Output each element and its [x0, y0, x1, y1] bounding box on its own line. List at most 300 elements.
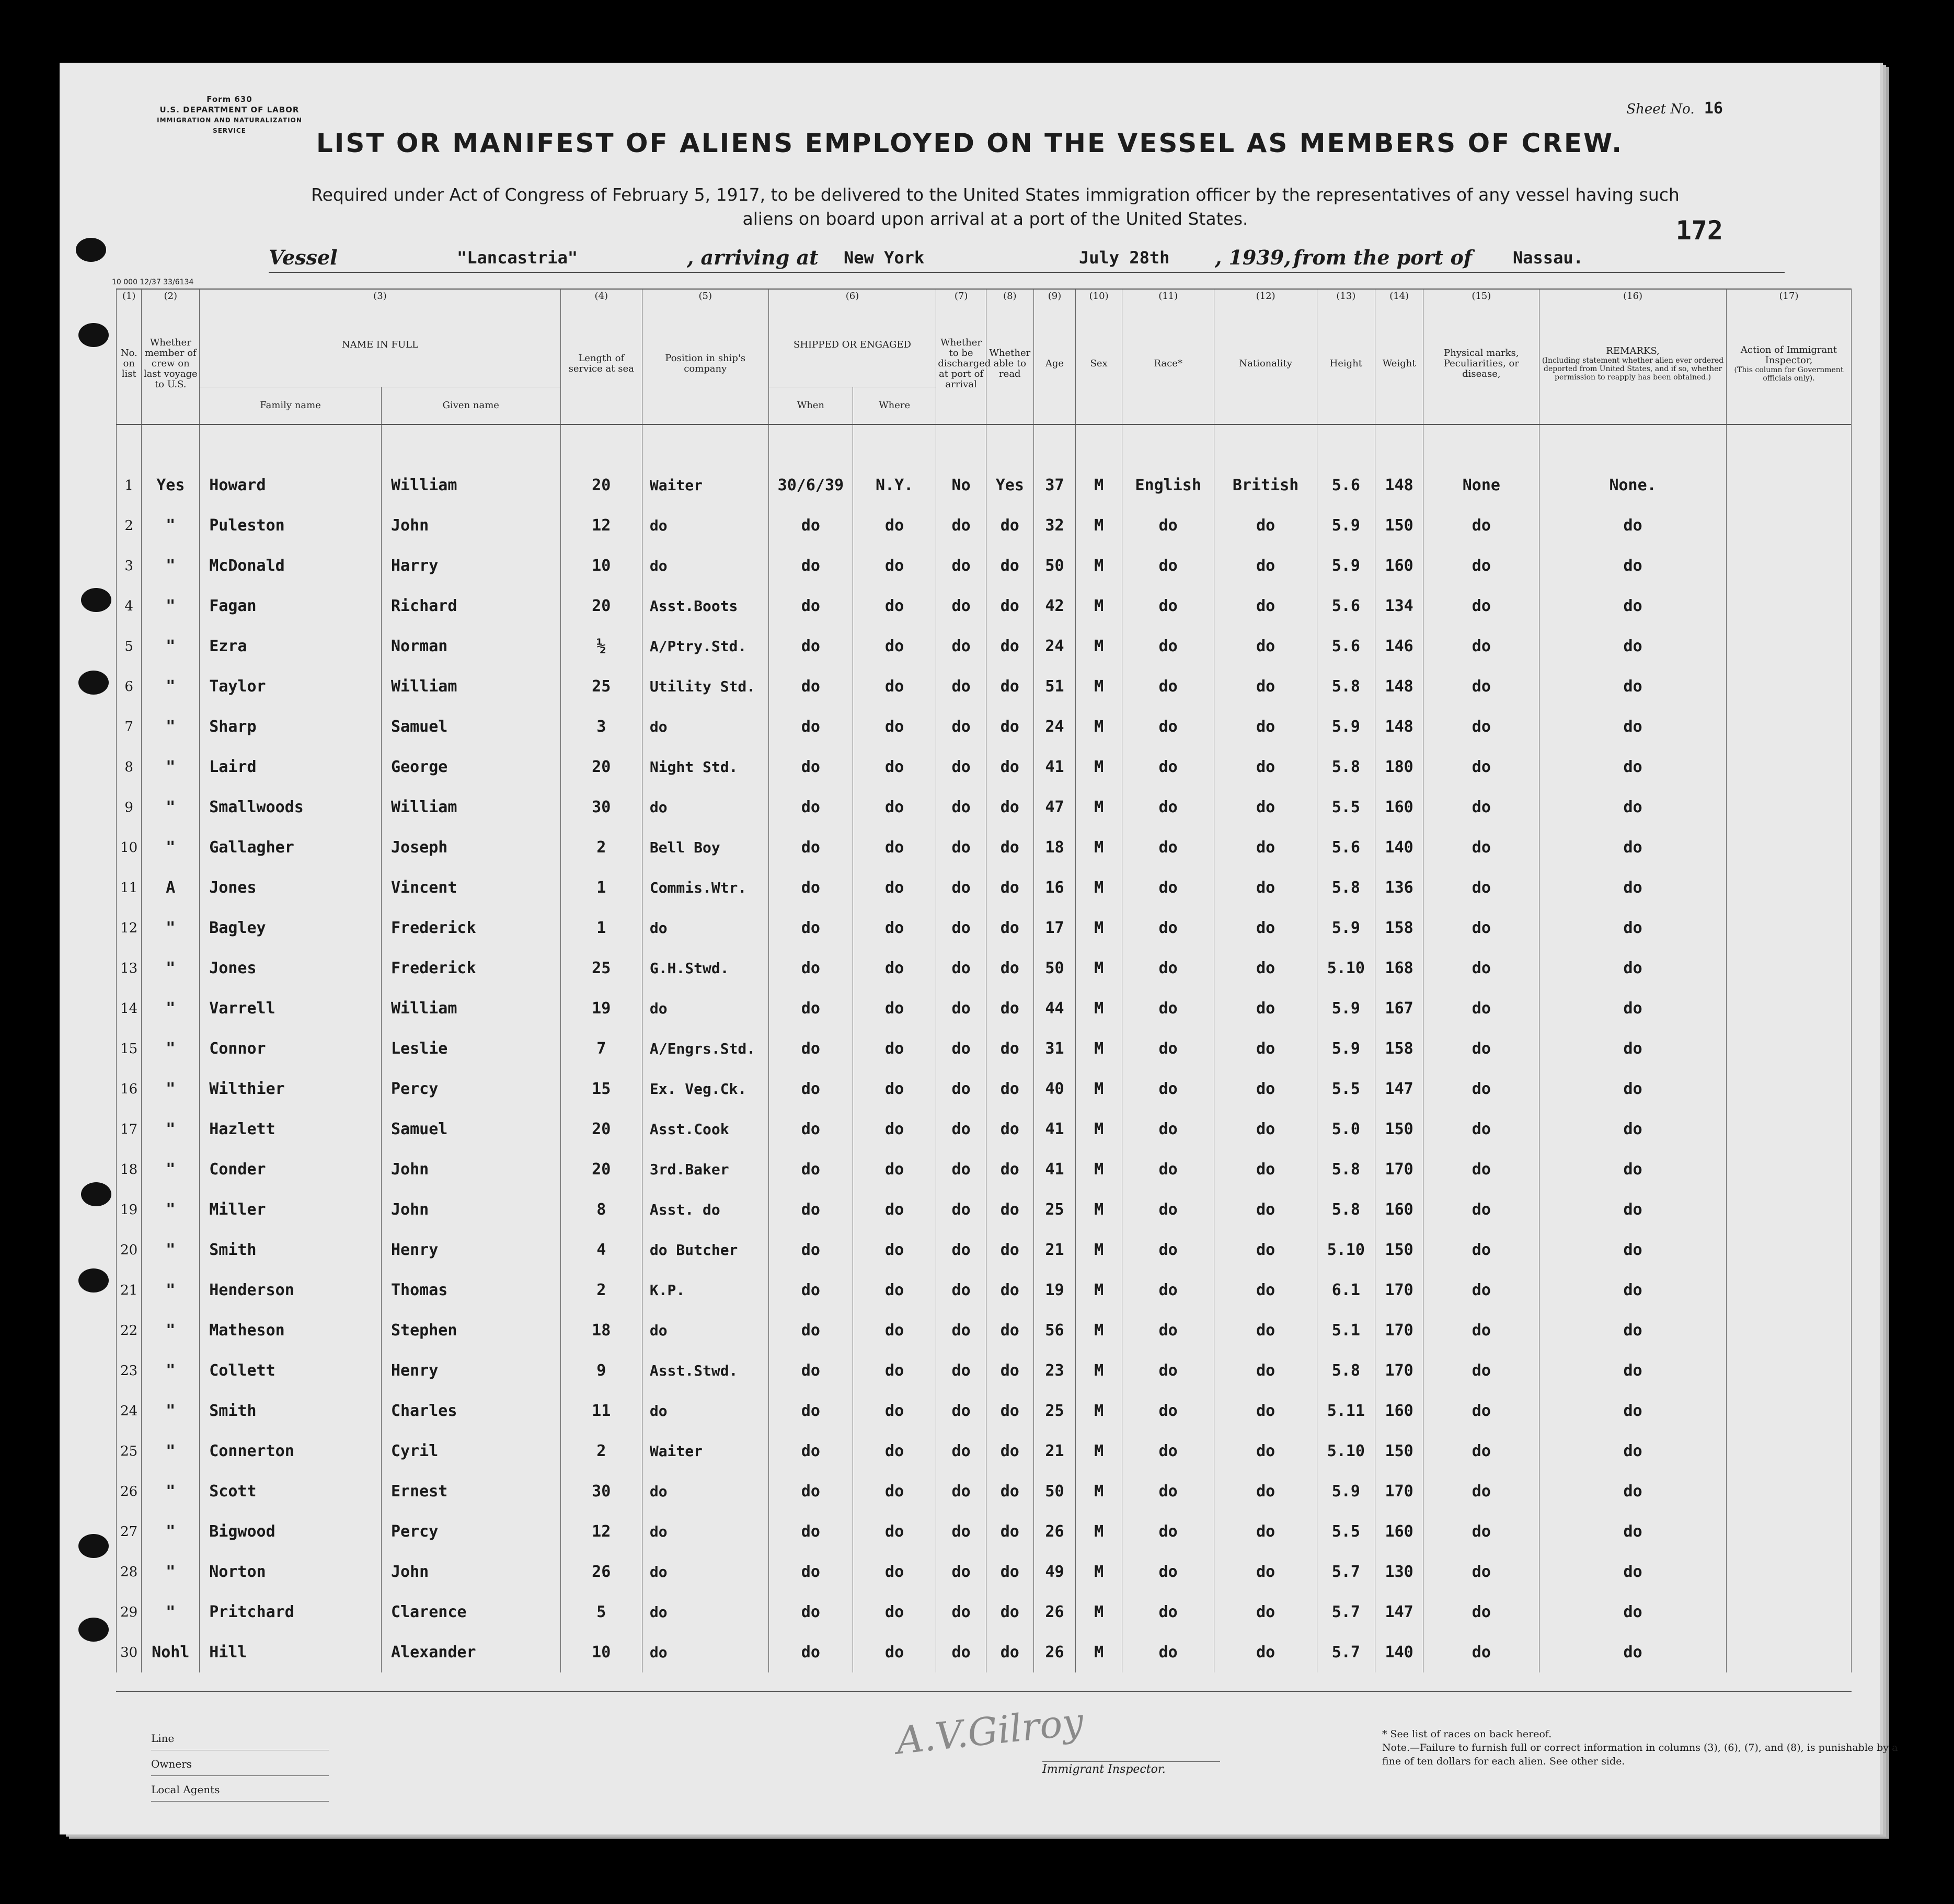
shipped-where: do [853, 707, 936, 747]
shipped-where: do [853, 747, 936, 787]
race: do [1122, 988, 1214, 1029]
service-length: 1 [560, 868, 642, 908]
discharged: do [936, 666, 986, 707]
family-name: Norton [200, 1552, 382, 1592]
last-voyage: Nohl [142, 1632, 200, 1672]
row-number: 29 [117, 1592, 142, 1632]
physical-marks: do [1423, 1149, 1539, 1190]
row-number: 18 [117, 1149, 142, 1190]
nationality: do [1214, 1351, 1317, 1391]
punch-hole [81, 588, 111, 612]
able-to-read: do [986, 747, 1033, 787]
discharged: do [936, 988, 986, 1029]
header-length-of-service: Length of service at sea [560, 303, 642, 424]
punch-hole [78, 1268, 109, 1293]
crew-row [117, 1270, 1852, 1310]
position: Asst. do [642, 1190, 768, 1230]
position: Asst.Cook [642, 1109, 768, 1149]
weight: 147 [1375, 1069, 1423, 1109]
weight: 148 [1375, 707, 1423, 747]
header-height: Height [1317, 303, 1375, 424]
nationality: do [1214, 948, 1317, 988]
weight: 160 [1375, 1391, 1423, 1431]
crew-row [117, 868, 1852, 908]
physical-marks: do [1423, 787, 1539, 827]
weight: 134 [1375, 586, 1423, 626]
service-length: 25 [560, 948, 642, 988]
row-number: 20 [117, 1230, 142, 1270]
shipped-where: do [853, 586, 936, 626]
crew-row [117, 1109, 1852, 1149]
able-to-read: do [986, 626, 1033, 666]
service-length: 9 [560, 1351, 642, 1391]
remarks: do [1539, 707, 1727, 747]
height: 5.0 [1317, 1109, 1375, 1149]
shipped-where: do [853, 1029, 936, 1069]
service-length: 25 [560, 666, 642, 707]
nationality: do [1214, 1109, 1317, 1149]
physical-marks: do [1423, 1310, 1539, 1351]
sex: M [1076, 1029, 1122, 1069]
physical-marks: do [1423, 988, 1539, 1029]
family-name: Conder [200, 1149, 382, 1190]
sex: M [1076, 948, 1122, 988]
sheet-number-label: Sheet No. [1626, 101, 1695, 117]
sex: M [1076, 1190, 1122, 1230]
nationality: do [1214, 707, 1317, 747]
nationality: do [1214, 1511, 1317, 1552]
height: 5.9 [1317, 546, 1375, 586]
last-voyage: " [142, 626, 200, 666]
position: do [642, 546, 768, 586]
service-length: 2 [560, 827, 642, 868]
punch-hole [78, 1534, 109, 1558]
weight: 158 [1375, 1029, 1423, 1069]
shipped-when: do [768, 626, 853, 666]
service-length: 12 [560, 505, 642, 546]
sex: M [1076, 465, 1122, 505]
inspector-action [1727, 1190, 1852, 1230]
family-name: Bagley [200, 908, 382, 948]
age: 26 [1033, 1592, 1076, 1632]
inspector-action [1727, 1230, 1852, 1270]
weight: 150 [1375, 505, 1423, 546]
age: 40 [1033, 1069, 1076, 1109]
able-to-read: do [986, 1632, 1033, 1672]
position: Bell Boy [642, 827, 768, 868]
physical-marks: do [1423, 505, 1539, 546]
weight: 140 [1375, 1632, 1423, 1672]
shipped-when: do [768, 1029, 853, 1069]
crew-row [117, 1592, 1852, 1632]
header-action-inspector [1727, 303, 1852, 424]
height: 5.9 [1317, 707, 1375, 747]
age: 26 [1033, 1511, 1076, 1552]
sex: M [1076, 707, 1122, 747]
row-number: 1 [117, 465, 142, 505]
discharged: do [936, 868, 986, 908]
punch-hole [76, 238, 106, 262]
shipped-when: do [768, 747, 853, 787]
col-number: (3) [200, 289, 560, 303]
inspector-action [1727, 827, 1852, 868]
able-to-read: do [986, 546, 1033, 586]
physical-marks: do [1423, 1029, 1539, 1069]
family-name: Fagan [200, 586, 382, 626]
height: 5.9 [1317, 1471, 1375, 1511]
able-to-read: do [986, 1592, 1033, 1632]
inspector-label: Immigrant Inspector. [1042, 1761, 1220, 1776]
page-subtitle: Required under Act of Congress of February 5, 1917, to be delivered to the United States immigration officer by the representatives of any vessel having such aliens on board upon arrival at a port of the United States. [311, 184, 1680, 229]
inspector-action [1727, 787, 1852, 827]
inspector-action [1727, 626, 1852, 666]
service-length: 7 [560, 1029, 642, 1069]
service-length: 30 [560, 787, 642, 827]
crew-row [117, 1149, 1852, 1190]
race: do [1122, 827, 1214, 868]
row-number: 7 [117, 707, 142, 747]
service-length: 11 [560, 1391, 642, 1431]
weight: 170 [1375, 1310, 1423, 1351]
nationality: do [1214, 1471, 1317, 1511]
service-length: 1 [560, 908, 642, 948]
height: 5.6 [1317, 586, 1375, 626]
service-length: 5 [560, 1592, 642, 1632]
sex: M [1076, 747, 1122, 787]
sheet-number [1626, 99, 1723, 118]
remarks: do [1539, 787, 1727, 827]
discharged: do [936, 1149, 986, 1190]
last-voyage: " [142, 1190, 200, 1230]
discharged: do [936, 1351, 986, 1391]
given-name: George [381, 747, 560, 787]
weight: 158 [1375, 908, 1423, 948]
shipped-when: do [768, 586, 853, 626]
height: 5.8 [1317, 1149, 1375, 1190]
age: 56 [1033, 1310, 1076, 1351]
shipped-where: do [853, 1471, 936, 1511]
service-length: 30 [560, 1471, 642, 1511]
race: do [1122, 586, 1214, 626]
nationality: do [1214, 586, 1317, 626]
discharged: do [936, 827, 986, 868]
last-voyage: " [142, 1109, 200, 1149]
nationality: do [1214, 666, 1317, 707]
last-voyage: " [142, 1511, 200, 1552]
last-voyage: " [142, 1149, 200, 1190]
shipped-where: do [853, 626, 936, 666]
nationality: do [1214, 827, 1317, 868]
col-number: (11) [1122, 289, 1214, 303]
service-length: 15 [560, 1069, 642, 1109]
race: do [1122, 1391, 1214, 1431]
family-name: Smith [200, 1391, 382, 1431]
row-number: 28 [117, 1552, 142, 1592]
row-number: 25 [117, 1431, 142, 1471]
family-name: Connor [200, 1029, 382, 1069]
sex: M [1076, 787, 1122, 827]
row-number: 15 [117, 1029, 142, 1069]
shipped-when: do [768, 666, 853, 707]
position: Waiter [642, 1431, 768, 1471]
sex: M [1076, 1109, 1122, 1149]
physical-marks: do [1423, 1511, 1539, 1552]
position: Waiter [642, 465, 768, 505]
remarks: do [1539, 1632, 1727, 1672]
given-name: Charles [381, 1391, 560, 1431]
height: 5.7 [1317, 1632, 1375, 1672]
row-number: 12 [117, 908, 142, 948]
position: do [642, 1592, 768, 1632]
last-voyage: " [142, 1351, 200, 1391]
last-voyage: " [142, 747, 200, 787]
height: 5.5 [1317, 1511, 1375, 1552]
weight: 146 [1375, 626, 1423, 666]
nationality: do [1214, 626, 1317, 666]
family-name: Henderson [200, 1270, 382, 1310]
position: do [642, 1471, 768, 1511]
col-number: (4) [560, 289, 642, 303]
height: 5.8 [1317, 1190, 1375, 1230]
able-to-read: do [986, 1471, 1033, 1511]
given-name: Joseph [381, 827, 560, 868]
shipped-when: do [768, 988, 853, 1029]
race: do [1122, 787, 1214, 827]
weight: 136 [1375, 868, 1423, 908]
shipped-when: do [768, 546, 853, 586]
action-note: (This column for Government officials only). [1734, 365, 1844, 383]
shipped-where: do [853, 1592, 936, 1632]
given-name: William [381, 666, 560, 707]
physical-marks: do [1423, 1351, 1539, 1391]
sex: M [1076, 1431, 1122, 1471]
position: do [642, 1391, 768, 1431]
crew-table [116, 289, 1852, 1672]
race: do [1122, 1471, 1214, 1511]
remarks: do [1539, 505, 1727, 546]
row-number: 10 [117, 827, 142, 868]
age: 16 [1033, 868, 1076, 908]
crew-row [117, 1029, 1852, 1069]
column-header-row [117, 303, 1852, 387]
remarks: do [1539, 827, 1727, 868]
last-voyage: " [142, 1310, 200, 1351]
page-number: 172 [1675, 215, 1723, 246]
physical-marks: do [1423, 666, 1539, 707]
nationality: do [1214, 1431, 1317, 1471]
crew-row [117, 546, 1852, 586]
position: 3rd.Baker [642, 1149, 768, 1190]
service: IMMIGRATION AND NATURALIZATION SERVICE [157, 117, 302, 134]
col-number: (10) [1076, 289, 1122, 303]
nationality: do [1214, 1270, 1317, 1310]
physical-marks: do [1423, 827, 1539, 868]
able-to-read: do [986, 505, 1033, 546]
height: 5.10 [1317, 1230, 1375, 1270]
shipped-where: do [853, 787, 936, 827]
shipped-when: do [768, 948, 853, 988]
shipped-where: do [853, 908, 936, 948]
shipped-when: 30/6/39 [768, 465, 853, 505]
age: 41 [1033, 1109, 1076, 1149]
race: do [1122, 1592, 1214, 1632]
weight: 148 [1375, 666, 1423, 707]
position: do [642, 1632, 768, 1672]
row-number: 5 [117, 626, 142, 666]
arrival-date: July 28th [1079, 248, 1170, 268]
given-name: Percy [381, 1511, 560, 1552]
shipped-where: do [853, 1069, 936, 1109]
last-voyage: " [142, 666, 200, 707]
age: 24 [1033, 707, 1076, 747]
physical-marks: do [1423, 1552, 1539, 1592]
position: G.H.Stwd. [642, 948, 768, 988]
position: Night Std. [642, 747, 768, 787]
able-to-read: do [986, 1109, 1033, 1149]
remarks: do [1539, 747, 1727, 787]
age: 49 [1033, 1552, 1076, 1592]
race: do [1122, 1632, 1214, 1672]
col-number: (13) [1317, 289, 1375, 303]
remarks-detail: (Including statement whether alien ever ordered deported from United States, and if so, whether permission to reapply has been obtained.) [1542, 356, 1724, 382]
race: do [1122, 707, 1214, 747]
race: do [1122, 1190, 1214, 1230]
family-name: Puleston [200, 505, 382, 546]
shipped-where: do [853, 1351, 936, 1391]
nationality: do [1214, 868, 1317, 908]
physical-marks: do [1423, 908, 1539, 948]
crew-row [117, 1471, 1852, 1511]
weight: 170 [1375, 1149, 1423, 1190]
position: do [642, 908, 768, 948]
header-name-in-full: NAME IN FULL [200, 303, 560, 387]
last-voyage: " [142, 1592, 200, 1632]
shipped-where: do [853, 827, 936, 868]
sex: M [1076, 1351, 1122, 1391]
last-voyage: " [142, 1552, 200, 1592]
height: 6.1 [1317, 1270, 1375, 1310]
height: 5.8 [1317, 666, 1375, 707]
crew-row [117, 586, 1852, 626]
race: do [1122, 1149, 1214, 1190]
able-to-read: do [986, 1391, 1033, 1431]
able-to-read: do [986, 988, 1033, 1029]
physical-marks: do [1423, 707, 1539, 747]
row-number: 4 [117, 586, 142, 626]
remarks: None. [1539, 465, 1727, 505]
sex: M [1076, 908, 1122, 948]
row-number: 19 [117, 1190, 142, 1230]
age: 25 [1033, 1190, 1076, 1230]
last-voyage: " [142, 1431, 200, 1471]
able-to-read: do [986, 787, 1033, 827]
weight: 168 [1375, 948, 1423, 988]
age: 41 [1033, 747, 1076, 787]
discharged: do [936, 1230, 986, 1270]
family-name: Hill [200, 1632, 382, 1672]
given-name: Leslie [381, 1029, 560, 1069]
nationality: do [1214, 1149, 1317, 1190]
remarks: do [1539, 1511, 1727, 1552]
row-number: 9 [117, 787, 142, 827]
sex: M [1076, 1230, 1122, 1270]
discharged: do [936, 1391, 986, 1431]
inspector-action [1727, 707, 1852, 747]
remarks-title: REMARKS, [1606, 345, 1660, 356]
able-to-read: do [986, 1069, 1033, 1109]
service-length: 2 [560, 1270, 642, 1310]
inspector-signature: A.V.Gilroy [894, 1699, 1086, 1763]
inspector-action [1727, 908, 1852, 948]
family-name: Connerton [200, 1431, 382, 1471]
nationality: do [1214, 1632, 1317, 1672]
shipped-where: do [853, 1310, 936, 1351]
able-to-read: do [986, 1511, 1033, 1552]
inspector-action [1727, 1029, 1852, 1069]
nationality: do [1214, 1552, 1317, 1592]
physical-marks: do [1423, 1109, 1539, 1149]
crew-rows [117, 424, 1852, 1672]
races-note: * See list of races on back hereof. [1382, 1728, 1552, 1740]
able-to-read: do [986, 1230, 1033, 1270]
nationality: do [1214, 1592, 1317, 1632]
inspector-action [1727, 1270, 1852, 1310]
service-length: 20 [560, 1109, 642, 1149]
weight: 160 [1375, 787, 1423, 827]
line-field: Line [151, 1725, 329, 1750]
discharged: do [936, 1632, 986, 1672]
able-to-read: do [986, 948, 1033, 988]
given-name: Samuel [381, 1109, 560, 1149]
shipped-where: do [853, 1270, 936, 1310]
shipped-when: do [768, 1471, 853, 1511]
punch-hole [81, 1182, 111, 1206]
shipped-where: N.Y. [853, 465, 936, 505]
family-name: Sharp [200, 707, 382, 747]
print-code: 10 000 12/37 33/6134 [112, 278, 194, 286]
height: 5.5 [1317, 1069, 1375, 1109]
able-to-read: do [986, 666, 1033, 707]
race: do [1122, 666, 1214, 707]
last-voyage: " [142, 908, 200, 948]
physical-marks: do [1423, 1069, 1539, 1109]
position: Commis.Wtr. [642, 868, 768, 908]
inspector-action [1727, 988, 1852, 1029]
shipped-where: do [853, 1149, 936, 1190]
service-length: 3 [560, 707, 642, 747]
age: 50 [1033, 1471, 1076, 1511]
nationality: do [1214, 747, 1317, 787]
given-name: Harry [381, 546, 560, 586]
weight: 180 [1375, 747, 1423, 787]
given-name: Alexander [381, 1632, 560, 1672]
sex: M [1076, 1632, 1122, 1672]
crew-row [117, 465, 1852, 505]
discharged: do [936, 1552, 986, 1592]
crew-row [117, 1511, 1852, 1552]
row-number: 13 [117, 948, 142, 988]
penalty-note: Note.—Failure to furnish full or correct information in columns (3), (6), (7), and (8), is punishable by a fine of ten dollars for each alien. See other side. [1382, 1742, 1898, 1767]
position: do [642, 1310, 768, 1351]
race: do [1122, 1069, 1214, 1109]
family-name: Collett [200, 1351, 382, 1391]
row-number: 26 [117, 1471, 142, 1511]
last-voyage: " [142, 707, 200, 747]
remarks: do [1539, 948, 1727, 988]
service-length: 20 [560, 586, 642, 626]
col-number: (9) [1033, 289, 1076, 303]
col-number: (16) [1539, 289, 1727, 303]
